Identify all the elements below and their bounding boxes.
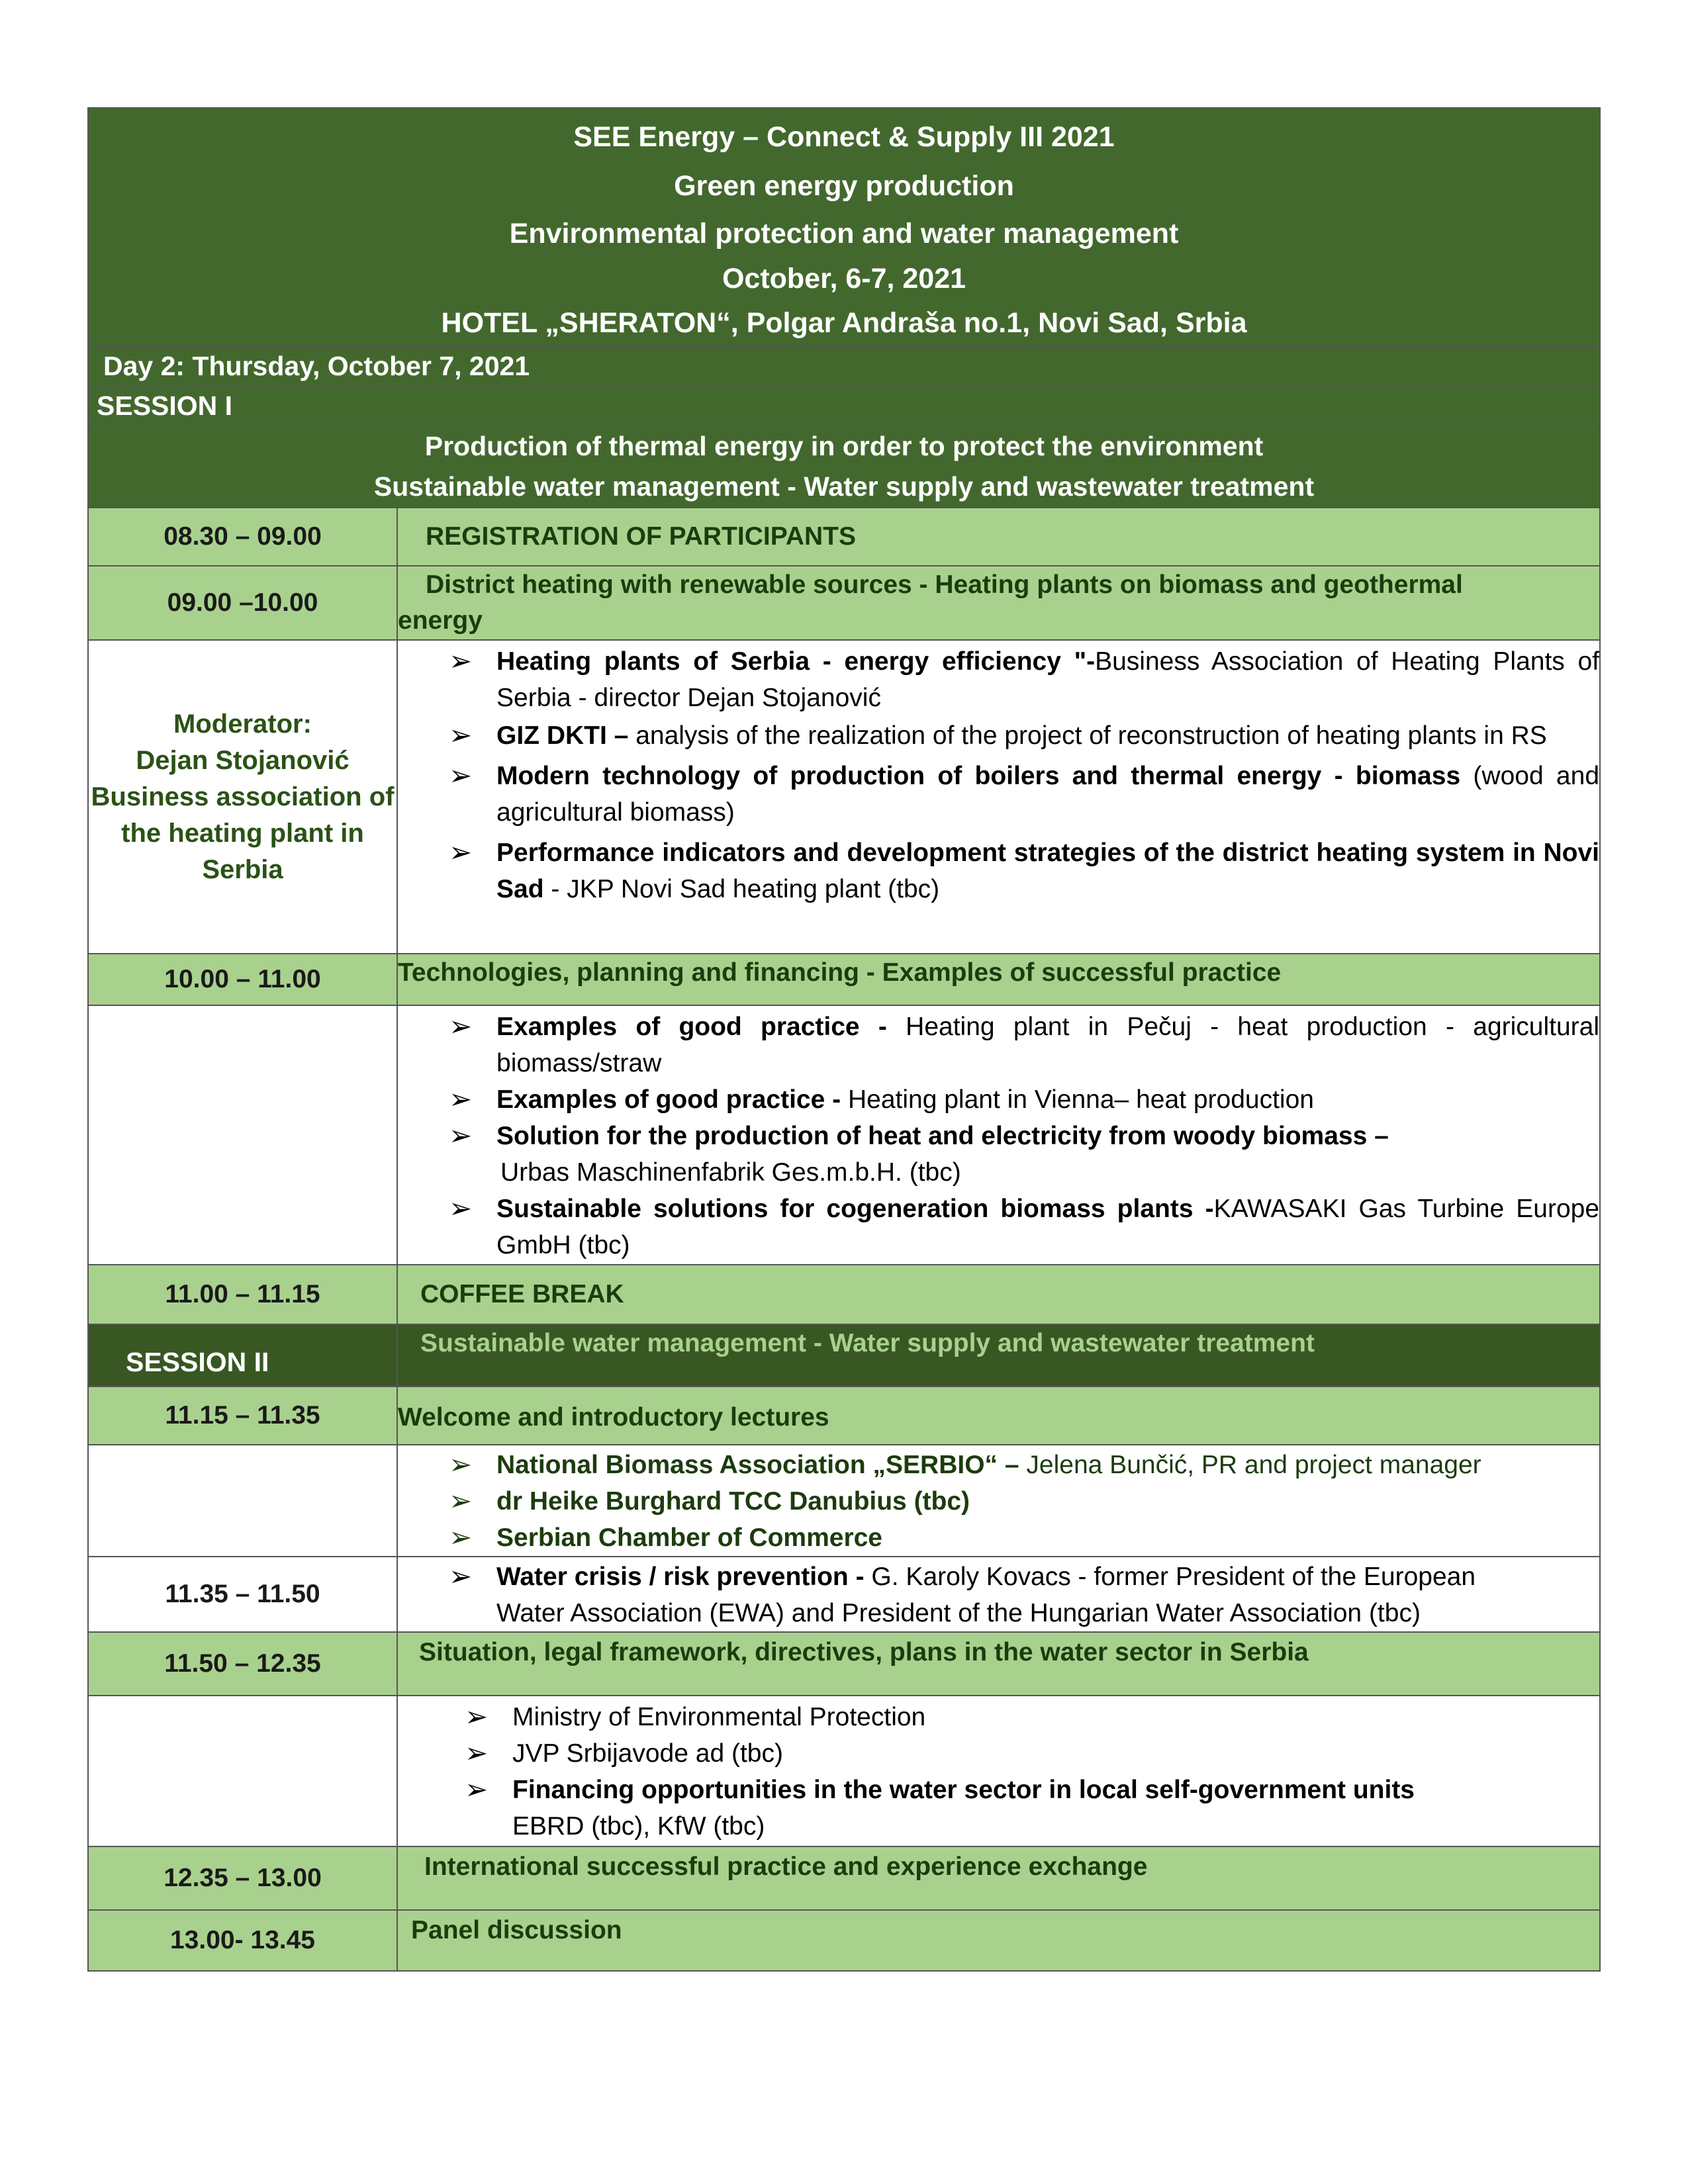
speaker-detail: Heating plant in Vienna– heat production: [847, 1085, 1314, 1114]
event-title-block: [88, 108, 1600, 346]
agenda-table: [87, 107, 1601, 1972]
speaker-topic: Water crisis / risk prevention -: [496, 1563, 872, 1591]
heating-speakers-cell: [397, 640, 1600, 954]
session-1-topic-water: Sustainable water management - Water supply and wastewater treatment: [373, 471, 1315, 502]
speaker-item: [465, 1699, 1599, 1735]
arrowhead-bullet-icon: ➢: [465, 1701, 489, 1732]
agenda-item-district-heating: [397, 566, 1600, 640]
arrowhead-bullet-icon: ➢: [449, 760, 473, 791]
speaker-topic: Serbian Chamber of Commerce: [496, 1524, 883, 1552]
speaker-item: [449, 1559, 1533, 1631]
speaker-detail: JVP Srbijavode ad (tbc): [512, 1739, 783, 1768]
time-slot: 08.30 – 09.00: [88, 508, 397, 566]
arrowhead-bullet-icon: ➢: [465, 1737, 489, 1768]
moderator-org-line3: Serbia: [202, 854, 283, 884]
moderator-name: Dejan Stojanović: [136, 745, 350, 775]
agenda-item-label: District heating with renewable sources - Heating plants on biomass and geothermal: [426, 570, 1463, 599]
water-crisis-cell: [397, 1557, 1600, 1632]
arrowhead-bullet-icon: ➢: [449, 837, 473, 868]
speaker-detail: Jelena Bunčić, PR and project manager: [1026, 1451, 1481, 1479]
session-2-topic: Sustainable water management - Water supply and wastewater treatment: [397, 1324, 1600, 1387]
speaker-item: [449, 758, 1600, 831]
arrowhead-bullet-icon: ➢: [449, 1522, 473, 1553]
speaker-detail: - JKP Novi Sad heating plant (tbc): [543, 875, 940, 903]
speaker-detail: analysis of the realization of the project of reconstruction of heating plants in RS: [635, 721, 1547, 750]
session-1-topic-thermal: Production of thermal energy in order to protect the environment: [424, 431, 1264, 461]
speaker-detail: G. Karoly Kovacs - former President of the European Water Association (EWA) and President of the Hungarian Water Association (tbc): [496, 1563, 1476, 1627]
event-subtitle-green-energy: Green energy production: [674, 170, 1014, 202]
agenda-item-label-continuation: energy: [398, 606, 483, 635]
moderator-org-line1: Business association of: [91, 782, 395, 811]
speaker-item: [449, 1483, 1599, 1520]
agenda-item-legal-framework: Situation, legal framework, directives, plans in the water sector in Serbia: [397, 1632, 1600, 1696]
speaker-item: [449, 1118, 1599, 1191]
day-heading: Day 2: Thursday, October 7, 2021: [88, 346, 1600, 386]
event-subtitle-environment: Environmental protection and water management: [509, 218, 1179, 250]
speaker-item: [449, 643, 1600, 716]
speaker-item: [449, 1520, 1599, 1556]
speaker-topic: Heating plants of Serbia - energy efficiency "-: [496, 647, 1096, 676]
speaker-detail: Business Association of Heating Plants of Serbia - director Dejan Stojanović: [496, 647, 1600, 712]
arrowhead-bullet-icon: ➢: [449, 1120, 473, 1151]
speaker-topic: Examples of good practice -: [496, 1013, 906, 1041]
arrowhead-bullet-icon: ➢: [449, 1011, 473, 1042]
time-slot: 11.50 – 12.35: [88, 1632, 397, 1696]
speaker-topic: Modern technology of production of boilers and thermal energy - biomass: [496, 762, 1461, 790]
speaker-detail: Ministry of Environmental Protection: [512, 1703, 926, 1731]
speaker-item: [449, 1081, 1599, 1118]
agenda-item-international-practice: International successful practice and experience exchange: [397, 1846, 1600, 1910]
speaker-item: [449, 1191, 1600, 1263]
speaker-item: [449, 717, 1599, 754]
speaker-topic: National Biomass Association „SERBIO“ –: [496, 1451, 1027, 1479]
event-venue: HOTEL „SHERATON“, Polgar Andraša no.1, Novi Sad, Srbia: [441, 307, 1247, 339]
event-name: SEE Energy – Connect & Supply III 2021: [573, 121, 1115, 153]
session-1-topics: [88, 426, 1600, 508]
speaker-item: [465, 1735, 1599, 1772]
arrowhead-bullet-icon: ➢: [449, 1449, 473, 1480]
speaker-detail: Heating plant in Pečuj - heat production - agricultural biomass/straw: [496, 1013, 1600, 1077]
speaker-detail: (wood and agricultural biomass): [496, 762, 1600, 827]
speaker-topic: Examples of good practice -: [496, 1085, 848, 1114]
moderator-cell: [88, 640, 397, 954]
arrowhead-bullet-icon: ➢: [449, 1083, 473, 1115]
agenda-item-welcome: Welcome and introductory lectures: [397, 1387, 1600, 1445]
speaker-item: [449, 1447, 1599, 1483]
agenda-item-coffee-break: COFFEE BREAK: [397, 1265, 1600, 1324]
speaker-topic: Financing opportunities in the water sector in local self-government units: [512, 1776, 1415, 1804]
practice-speakers-cell: [397, 1005, 1600, 1265]
speaker-topic: Performance indicators and development strategies of the district heating system in Novi Sad: [496, 839, 1600, 903]
speaker-topic: Sustainable solutions for cogeneration biomass plants -: [496, 1195, 1214, 1223]
time-slot: 13.00- 13.45: [88, 1910, 397, 1971]
arrowhead-bullet-icon: ➢: [465, 1774, 489, 1805]
speaker-topic: GIZ DKTI –: [496, 721, 636, 750]
arrowhead-bullet-icon: ➢: [449, 645, 473, 676]
speaker-detail: KAWASAKI Gas Turbine Europe GmbH (tbc): [496, 1195, 1600, 1259]
speaker-item: [465, 1772, 1599, 1844]
speaker-topic: dr Heike Burghard TCC Danubius (tbc): [496, 1487, 970, 1516]
empty-cell: [88, 1696, 397, 1846]
event-dates: October, 6-7, 2021: [722, 263, 966, 295]
speaker-detail: EBRD (tbc), KfW (tbc): [512, 1812, 765, 1841]
speaker-topic: Solution for the production of heat and electricity from woody biomass –: [496, 1122, 1389, 1150]
agenda-item-registration: REGISTRATION OF PARTICIPANTS: [397, 508, 1600, 566]
time-slot: 11.15 – 11.35: [88, 1387, 397, 1445]
time-slot: 12.35 – 13.00: [88, 1846, 397, 1910]
speaker-item: [449, 1009, 1600, 1081]
arrowhead-bullet-icon: ➢: [449, 1193, 473, 1224]
time-slot: 11.00 – 11.15: [88, 1265, 397, 1324]
speaker-detail: Urbas Maschinenfabrik Ges.m.b.H. (tbc): [500, 1158, 961, 1187]
empty-cell: [88, 1005, 397, 1265]
agenda-item-panel-discussion: Panel discussion: [397, 1910, 1600, 1971]
arrowhead-bullet-icon: ➢: [449, 1561, 473, 1592]
arrowhead-bullet-icon: ➢: [449, 719, 473, 751]
time-slot: 09.00 –10.00: [88, 566, 397, 640]
speaker-item: [449, 835, 1600, 907]
water-sector-speakers-cell: [397, 1696, 1600, 1846]
welcome-speakers-cell: [397, 1445, 1600, 1557]
moderator-label: Moderator:: [173, 709, 312, 739]
moderator-org-line2: the heating plant in: [121, 818, 364, 848]
empty-cell: [88, 1445, 397, 1557]
agenda-item-technologies: Technologies, planning and financing - Examples of successful practice: [397, 954, 1600, 1005]
arrowhead-bullet-icon: ➢: [449, 1485, 473, 1516]
session-1-heading: SESSION I: [88, 386, 1600, 426]
time-slot: 11.35 – 11.50: [88, 1557, 397, 1632]
time-slot: 10.00 – 11.00: [88, 954, 397, 1005]
session-2-heading: SESSION II: [88, 1324, 397, 1387]
